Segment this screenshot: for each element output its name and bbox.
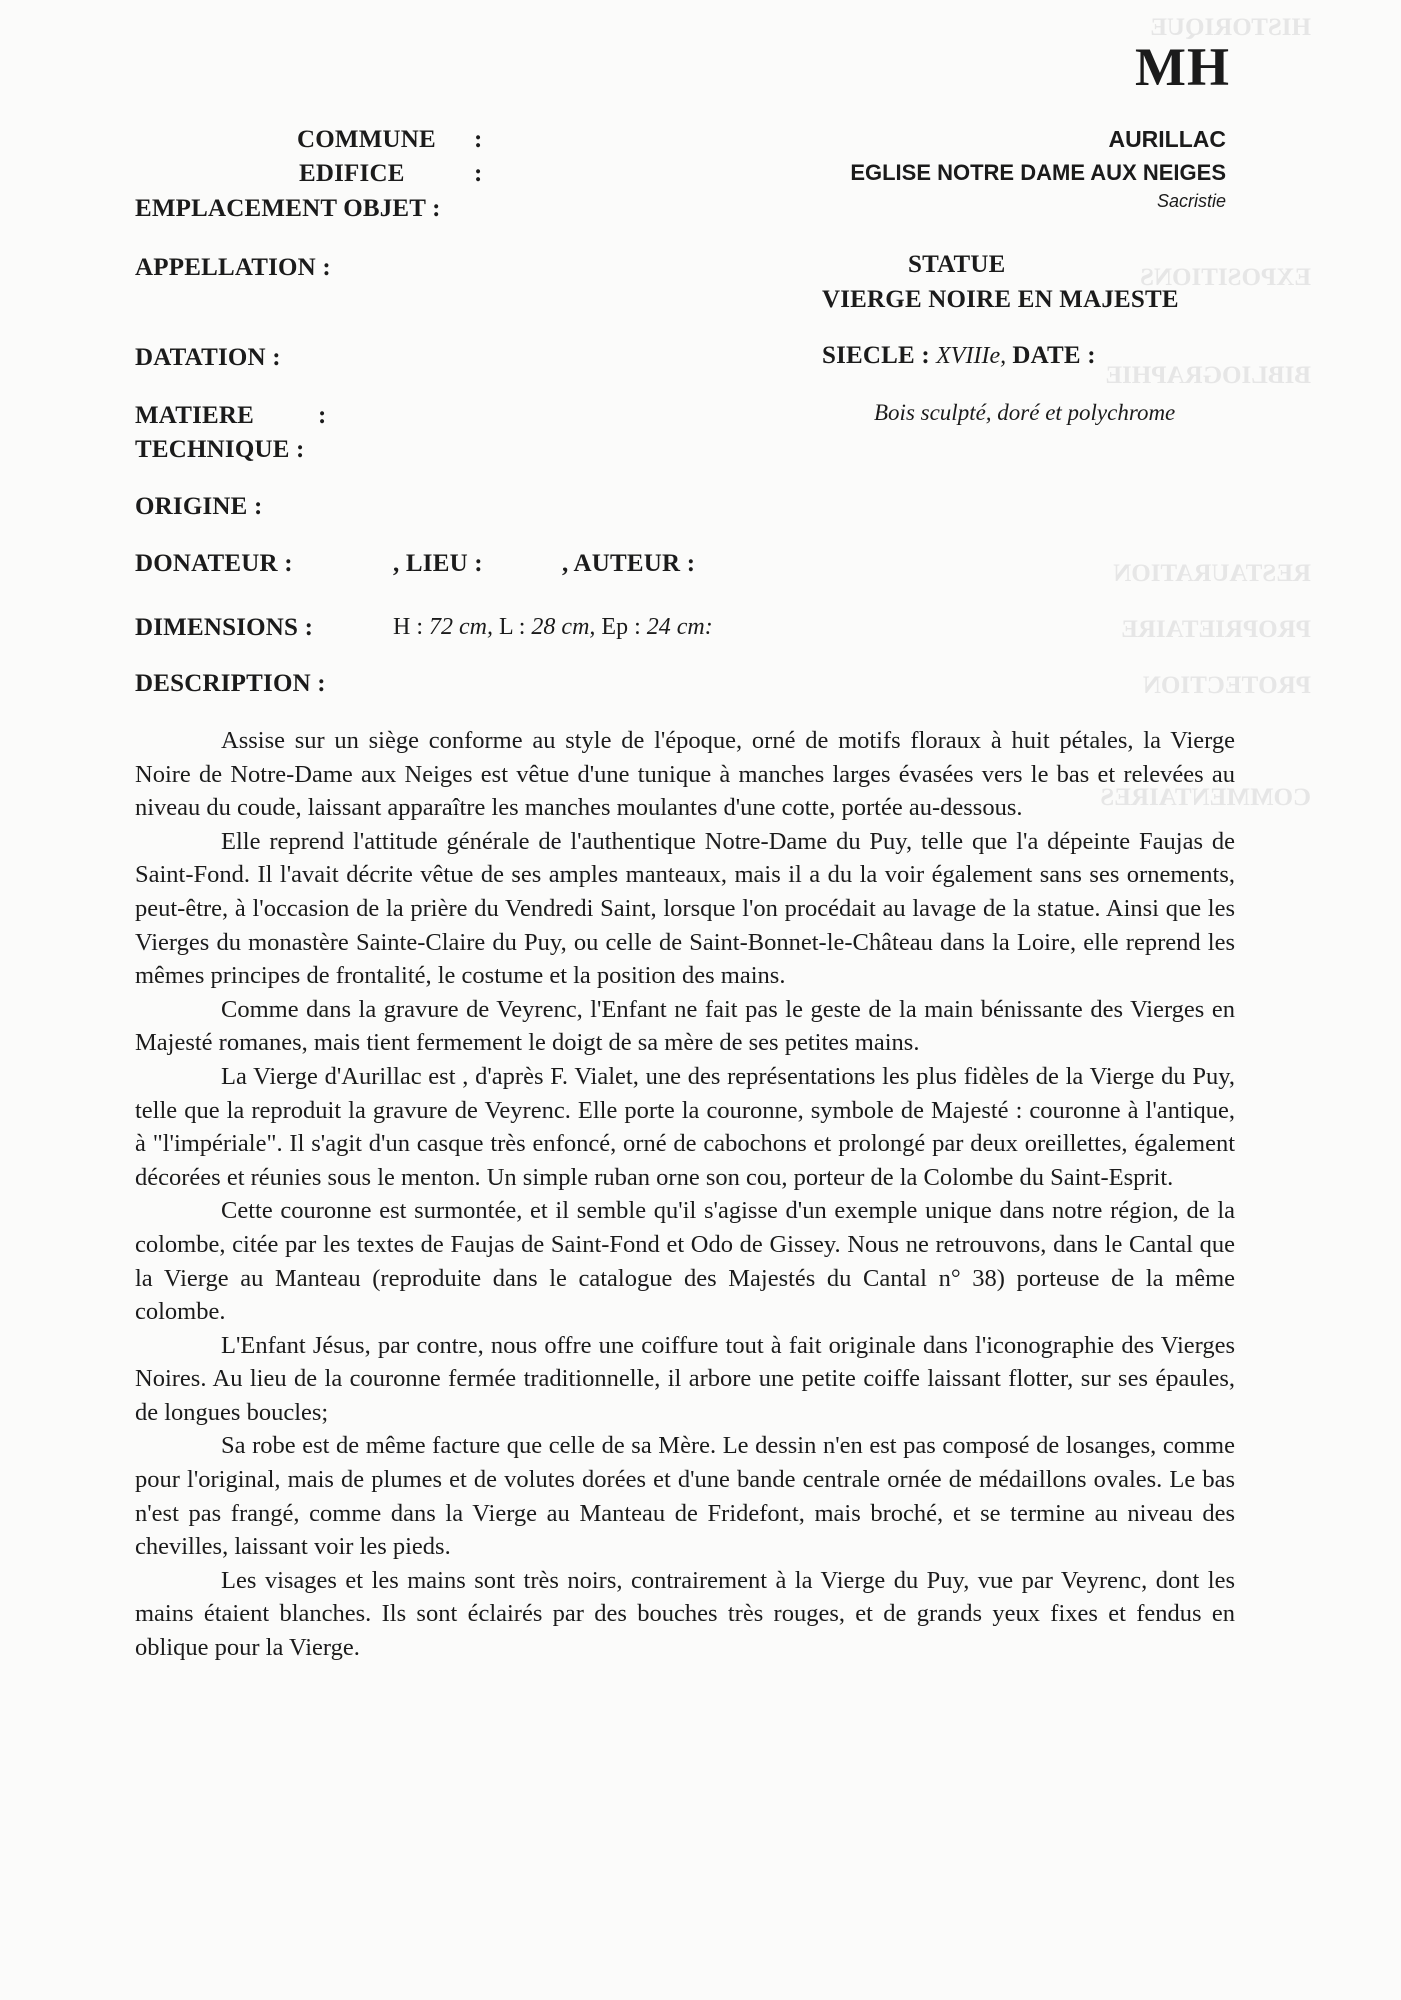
commune-colon: : xyxy=(474,126,483,153)
auteur-label: , AUTEUR : xyxy=(562,550,696,577)
datation-label: DATATION : xyxy=(135,344,281,371)
matiere-value: Bois sculpté, doré et polychrome xyxy=(874,400,1176,425)
origine-label: ORIGINE : xyxy=(135,493,263,520)
ghost-label: EXPOSITIONS xyxy=(1140,264,1311,291)
technique-label: TECHNIQUE : xyxy=(135,436,305,463)
dim-ep-value: 24 cm: xyxy=(646,614,713,640)
appellation-label: APPELLATION : xyxy=(135,254,331,281)
ghost-label: PROTECTION xyxy=(1142,672,1311,699)
edifice-label: EDIFICE xyxy=(299,160,405,187)
date-label: DATE : xyxy=(1012,342,1096,369)
commune-value: AURILLAC xyxy=(1108,126,1226,152)
appellation-value-line2: VIERGE NOIRE EN MAJESTE xyxy=(822,286,1179,313)
description-body xyxy=(135,724,1235,1665)
description-paragraph: Comme dans la gravure de Veyrenc, l'Enfant ne fait pas le geste de la main bénissante des Vierges en Majesté romanes, mais tient fermement le doigt de sa mère de ses petites mains. xyxy=(135,995,1235,1057)
siecle-line xyxy=(822,342,1096,370)
appellation-value-line1: STATUE xyxy=(908,251,1006,278)
dim-ep-label: Ep : xyxy=(601,614,641,640)
dim-h-label: H : xyxy=(393,614,423,640)
matiere-colon: : xyxy=(318,402,327,429)
dim-l-label: L : xyxy=(498,614,526,640)
edifice-colon: : xyxy=(474,160,483,187)
siecle-value: XVIIIe, xyxy=(936,343,1007,369)
description-paragraph: Elle reprend l'attitude générale de l'authentique Notre-Dame du Puy, telle que l'a dépeinte Faujas de Saint-Fond. Il l'avait décrite vêtue de ses amples manteaux, mais il a du la voir également sans ses ornements, peut-être, à l'occasion de la prière du Vendredi Saint, lorsque l'on procédait au lavage de la statue. Ainsi que les Vierges du monastère Sainte-Claire du Puy, ou celle de Saint-Bonnet-le-Château dans la Loire, elle reprend les mêmes principes de frontalité, le costume et la position des mains. xyxy=(135,827,1235,990)
ghost-label: BIBLIOGRAPHIE xyxy=(1105,362,1311,389)
ghost-label: COMMENTAIRES xyxy=(1100,784,1311,811)
lieu-label: , LIEU : xyxy=(393,550,483,577)
matiere-label: MATIERE xyxy=(135,402,255,429)
ghost-label: RESTAURATION xyxy=(1113,560,1311,587)
siecle-label: SIECLE : xyxy=(822,342,930,369)
ghost-label: PROPRIETAIRE xyxy=(1121,616,1311,643)
description-label: DESCRIPTION : xyxy=(135,670,326,697)
emplacement-value: Sacristie xyxy=(1156,191,1226,211)
edifice-value: EGLISE NOTRE DAME AUX NEIGES xyxy=(850,160,1226,185)
dim-h-value: 72 cm, xyxy=(429,614,493,640)
emplacement-label: EMPLACEMENT OBJET : xyxy=(135,195,441,222)
dim-l-value: 28 cm, xyxy=(531,614,596,640)
dimensions-value xyxy=(393,614,713,641)
description-paragraph: Les visages et les mains sont très noirs, contrairement à la Vierge du Puy, vue par Veyrenc, dont les mains étaient blanches. Ils sont éclairés par des bouches très rouges, et de grands yeux fixes et fendus en oblique pour la Vierge. xyxy=(135,1566,1235,1662)
donateur-label: DONATEUR : xyxy=(135,550,293,577)
description-paragraph: L'Enfant Jésus, par contre, nous offre une coiffure tout à fait originale dans l'iconographie des Vierges Noires. Au lieu de la couronne fermée traditionnelle, il arbore une petite coiffe laissant flotter, sur ses épaules, de longues boucles; xyxy=(135,1331,1235,1426)
dimensions-label: DIMENSIONS : xyxy=(135,614,314,641)
description-paragraph: Sa robe est de même facture que celle de sa Mère. Le dessin n'en est pas composé de losanges, comme pour l'original, mais de plumes et de volutes dorées et d'une bande centrale ornée de médaillons ovales. Le bas n'est pas frangé, comme dans la Vierge au Manteau de Fridefont, mais broché, et se termine au niveau des chevilles, laissant voir les pieds. xyxy=(135,1432,1235,1561)
description-paragraph: La Vierge d'Aurillac est , d'après F. Vialet, une des représentations les plus fidèles de la Vierge du Puy, telle que la reproduit la gravure de Veyrenc. Elle porte la couronne, symbole de Majesté : couronne à l'antique, à "l'impériale". Il s'agit d'un casque très enfoncé, orné de cabochons et prolongé par deux oreillettes, également décorées et réunies sous le menton. Un simple ruban orne son cou, porteur de la Colombe du Saint-Esprit. xyxy=(135,1062,1235,1191)
document-code: MH xyxy=(1135,37,1230,97)
description-paragraph: Cette couronne est surmontée, et il semble qu'il s'agisse d'un exemple unique dans notre région, de la colombe, citée par les textes de Faujas de Saint-Fond et Odo de Gissey. Nous ne retrouvons, dans le Cantal que la Vierge au Manteau (reproduite dans le catalogue des Majestés du Cantal n° 38) porteuse de la même colombe. xyxy=(135,1197,1235,1326)
commune-label: COMMUNE xyxy=(297,126,436,153)
ghost-label: HISTORIQUE xyxy=(1150,14,1311,41)
description-paragraph: Assise sur un siège conforme au style de l'époque, orné de motifs floraux à huit pétales, la Vierge Noire de Notre-Dame aux Neiges est vêtue d'une tunique à manches larges évasées vers le bas et relevées au niveau du coude, laissant apparaître les manches moulantes d'une cotte, portée au-dessous. xyxy=(135,727,1235,822)
